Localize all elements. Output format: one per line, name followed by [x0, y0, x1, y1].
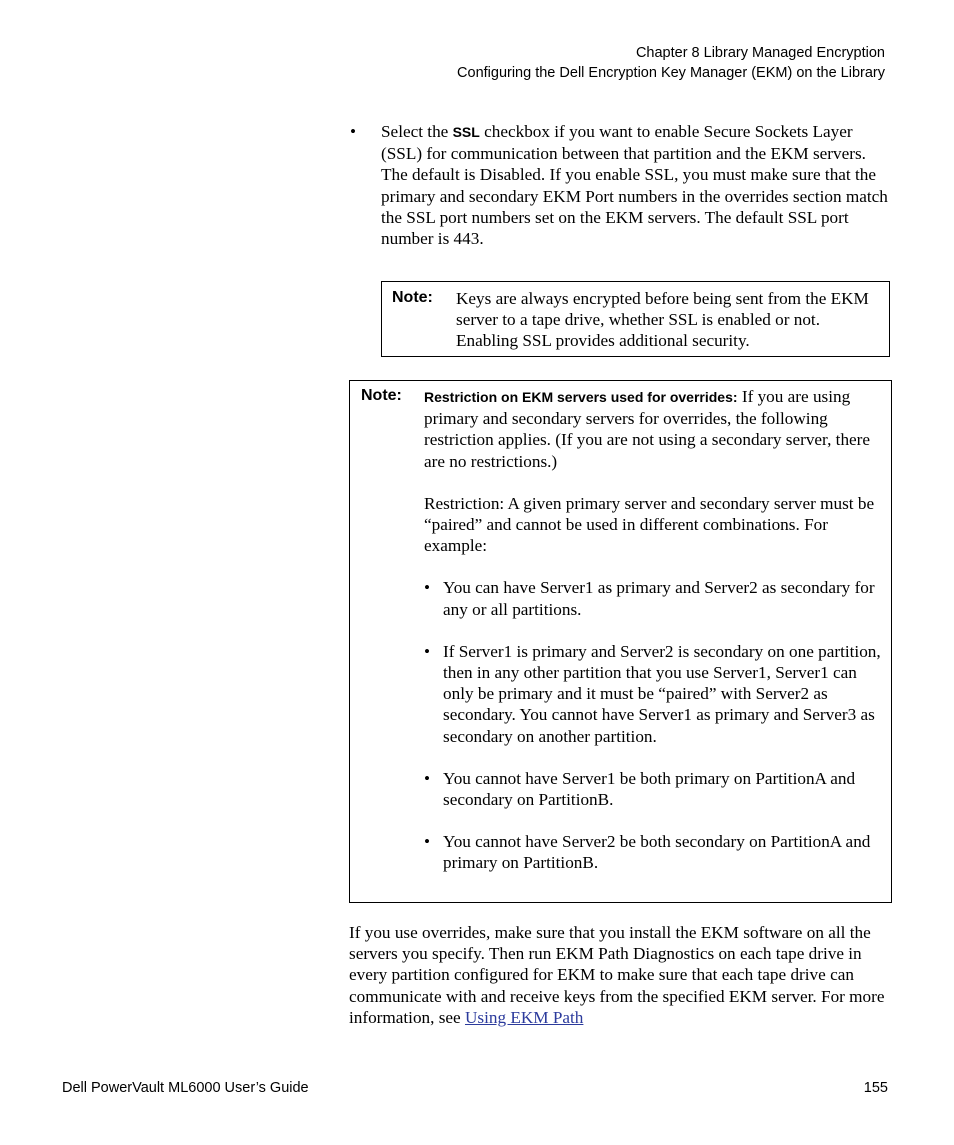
restriction-note-box: [349, 380, 892, 903]
bullet-marker: •: [350, 122, 357, 141]
bullet-marker: •: [424, 768, 431, 788]
list-item-text: You cannot have Server1 be both primary on PartitionA and secondary on PartitionB.: [443, 768, 856, 810]
restriction-intro: [424, 386, 886, 472]
ssl-keyword: SSL: [452, 124, 480, 140]
using-ekm-path-link[interactable]: Using EKM Path: [464, 1007, 584, 1027]
page-number: 155: [863, 1080, 888, 1096]
bullet-marker: •: [424, 578, 431, 598]
note-text: Keys are always encrypted before being sent from the EKM server to a tape drive, whether SSL is enabled or not. Enabling SSL provides additional security.: [456, 289, 869, 351]
bullet-pre: Select the: [381, 122, 453, 141]
bullet-marker: •: [424, 832, 431, 852]
bullet-body: checkbox if you want to enable Secure Sockets Layer (SSL) for communication between that partition and the EKM servers. The default is Disabled. If you enable SSL, you must make sure that the primary and secondary EKM Port numbers in the overrides section match the SSL port numbers set on the EKM servers. The default SSL port number is 443.: [381, 122, 888, 249]
note-label: Note:: [392, 289, 433, 306]
note-label: Note:: [361, 387, 402, 404]
list-item-text: If Server1 is primary and Server2 is secondary on one partition, then in any other partition that you use Server1, Server1 can only be primary and it must be “paired” with Server2 as secondary. You cannot have Server1 as primary and Server3 as secondary on another partition.: [443, 641, 881, 746]
bullet-marker: •: [424, 641, 431, 661]
list-item-text: You cannot have Server2 be both secondary on PartitionA and primary on PartitionB.: [443, 832, 871, 873]
ssl-note-box: [381, 281, 890, 357]
running-header-section: Configuring the Dell Encryption Key Manager (EKM) on the Library: [457, 65, 885, 81]
restriction-note-body: [424, 386, 886, 874]
list-item-text: You can have Server1 as primary and Server2 as secondary for any or all partitions.: [443, 578, 875, 619]
list-item: [424, 641, 886, 747]
restriction-title: Restriction on EKM servers used for overrides:: [424, 389, 738, 405]
restriction-intro-text: If you are using primary and secondary servers for overrides, the following restriction applies. (If you are not using a secondary server, there are no restrictions.): [424, 387, 871, 471]
list-item: [424, 831, 886, 873]
closing-text: If you use overrides, make sure that you install the EKM software on all the servers you specify. Then run EKM Path Diagnostics on each tape drive in every partition configured for EKM to make sure that each tape drive can communicate with and receive keys from the specified EKM server. For more information, see: [349, 923, 885, 1027]
restriction-statement: Restriction: A given primary server and secondary server must be “paired” and cannot be used in different combinations. For example:: [424, 493, 875, 556]
running-header-chapter: Chapter 8 Library Managed Encryption: [635, 45, 885, 61]
ssl-bullet-text: [381, 121, 891, 249]
footer-title: Dell PowerVault ML6000 User’s Guide: [62, 1080, 309, 1096]
list-item: [424, 768, 886, 810]
closing-paragraph: [349, 922, 894, 1028]
list-item: [424, 577, 886, 619]
